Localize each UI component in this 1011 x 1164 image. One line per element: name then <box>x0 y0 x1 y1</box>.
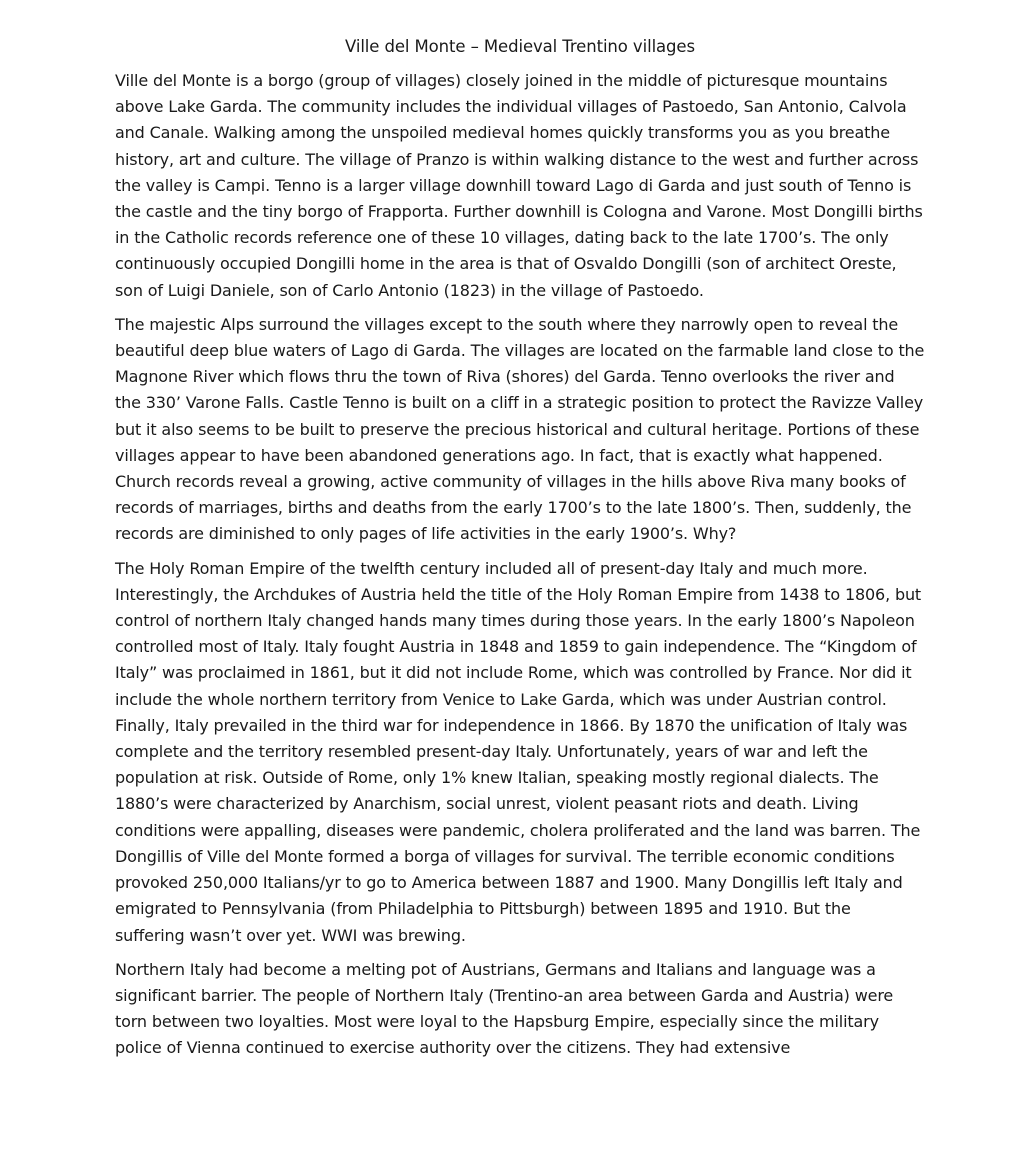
paragraph-villages: Ville del Monte is a borgo (group of villages) closely joined in the middle of picturesque mountains above Lake Garda. The community includes the individual villages of Pastoedo, San Antonio, Calvola and Canale. Walking among the unspoiled medieval homes quickly transforms you as you breathe history, art and culture. The village of Pranzo is within walking distance to the west and further across the valley is Campi. Tenno is a larger village downhill toward Lago di Garda and just south of Tenno is the castle and the tiny borgo of Frapporta. Further downhill is Cologna and Varone. Most Dongilli births in the Catholic records reference one of these 10 villages, dating back to the late 1700’s. The only continuously occupied Dongilli home in the area is that of Osvaldo Dongilli (son of architect Oreste, son of Luigi Daniele, son of Carlo Antonio (1823) in the village of Pastoedo. <box>115 71 923 300</box>
document-body <box>115 34 925 1070</box>
page-title: Ville del Monte – Medieval Trentino villages <box>345 37 695 56</box>
paragraph-northern-italy: Northern Italy had become a melting pot of Austrians, Germans and Italians and language was a significant barrier. The people of Northern Italy (Trentino-an area between Garda and Austria) were torn between two loyalties. Most were loyal to the Hapsburg Empire, especially since the military police of Vienna continued to exercise authority over the citizens. They had extensive <box>115 959 894 1058</box>
paragraph-alps: The majestic Alps surround the villages except to the south where they narrowly open to reveal the beautiful deep blue waters of Lago di Garda. The villages are located on the farmable land close to the Magnone River which flows thru the town of Riva (shores) del Garda. Tenno overlooks the river and the 330’ Varone Falls. Castle Tenno is built on a cliff in a strategic position to protect the Ravizze Valley but it also seems to be built to preserve the precious historical and cultural heritage. Portions of these villages appear to have been abandoned generations ago. In fact, that is exactly what happened. Church records reveal a growing, active community of villages in the hills above Riva many books of records of marriages, births and deaths from the early 1700’s to the late 1800’s. Then, suddenly, the records are diminished to only pages of life activities in the early 1900’s. Why? <box>115 314 925 544</box>
paragraph-history: The Holy Roman Empire of the twelfth century included all of present-day Italy and much more. Interestingly, the Archdukes of Austria held the title of the Holy Roman Empire from 1438 to 1806, but control of northern Italy changed hands many times during those years. In the early 1800’s Napoleon controlled most of Italy. Italy fought Austria in 1848 and 1859 to gain independence. The “Kingdom of Italy” was proclaimed in 1861, but it did not include Rome, which was controlled by France. Nor did it include the whole northern territory from Venice to Lake Garda, which was under Austrian control. Finally, Italy prevailed in the third war for independence in 1866. By 1870 the unification of Italy was complete and the territory resembled present-day Italy. Unfortunately, years of war and left the population at risk. Outside of Rome, only 1% knew Italian, speaking mostly regional dialects. The 1880’s were characterized by Anarchism, social unrest, violent peasant riots and death. Living conditions were appalling, diseases were pandemic, cholera proliferated and the land was barren. The Dongillis of Ville del Monte formed a borga of villages for survival. The terrible economic conditions provoked 250,000 Italians/yr to go to America between 1887 and 1900. Many Dongillis left Italy and emigrated to Pennsylvania (from Philadelphia to Pittsburgh) between 1895 and 1910. But the suffering wasn’t over yet. WWI was brewing. <box>115 558 922 945</box>
